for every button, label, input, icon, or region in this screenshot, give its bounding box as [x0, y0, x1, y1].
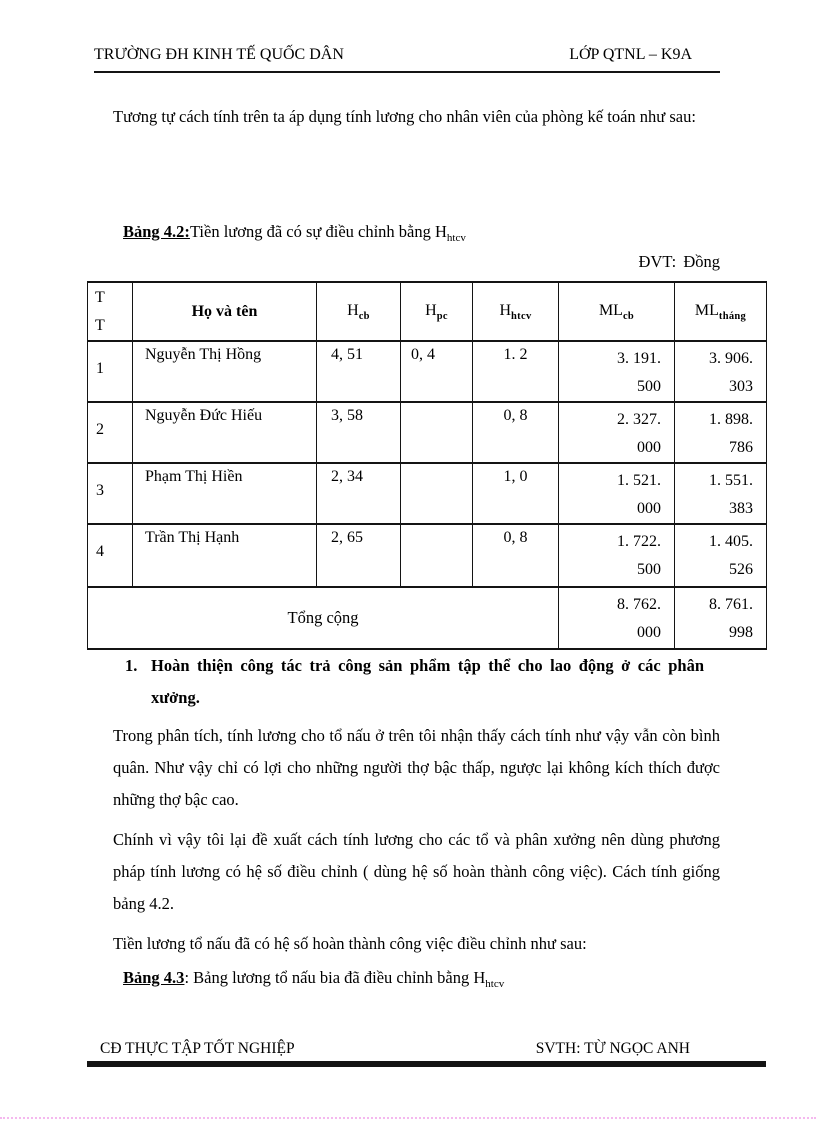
table-4-3-caption-subscript: htcv [485, 978, 505, 990]
salary-table-4-2 [87, 281, 767, 650]
table-4-3-caption [123, 968, 504, 990]
section-number: 1. [125, 656, 138, 675]
page-header [94, 46, 720, 73]
header-class-name: LỚP QTNL – K9A [569, 46, 692, 63]
table-row: 4 Trần Thị Hạnh 2, 65 0, 8 1. 722. 500 1. 405. 526 [88, 524, 767, 587]
footer-author: SVTH: TỪ NGỌC ANH [535, 1040, 690, 1057]
table-4-2-caption-text: Tiền lương đã có sự điều chỉnh bằng H [189, 222, 447, 241]
body-paragraph: Trong phân tích, tính lương cho tổ nấu ở trên tôi nhận thấy cách tính như vậy vẫn còn bình quân. Như vậy chỉ có lợi cho những người thợ bậc thấp, ngược lại không kích thích được những thợ bậc cao. [113, 726, 720, 809]
col-header-hcb: $H_{cb}$ [317, 282, 401, 341]
footer-divider [87, 1061, 766, 1067]
table-4-2-caption [123, 222, 466, 244]
total-label: Tổng cộng [88, 587, 559, 649]
table-row: 2 Nguyễn Đức Hiếu 3, 58 0, 8 2. 327. 000 1. 898. 786 [88, 402, 767, 463]
intro-paragraph: Tương tự cách tính trên ta áp dụng tính lương cho nhân viên của phòng kế toán như sau: [113, 107, 696, 126]
body-paragraph: Chính vì vậy tôi lại đề xuất cách tính lương cho các tổ và phân xưởng nên dùng phương pháp tính lương có hệ số điều chỉnh ( dùng hệ số hoàn thành công việc). Cách tính giống bảng 4.2. [113, 830, 720, 913]
table-row: 3 Phạm Thị Hiền 2, 34 1, 0 1. 521. 000 1. 551. 383 [88, 463, 767, 524]
section-heading-1 [125, 650, 705, 714]
table-4-3-caption-text: : Bảng lương tổ nấu bia đã điều chỉnh bằng H [184, 968, 486, 987]
section-title: Hoàn thiện công tác trả công sản phẩm tập thể cho lao động ở các phân xưởng. [151, 656, 704, 707]
unit-note: ĐVT: Đồng [638, 252, 720, 271]
col-header-mlcb: $ML_{cb}$ [559, 282, 675, 341]
header-school-name: TRƯỜNG ĐH KINH TẾ QUỐC DÂN [94, 46, 344, 63]
page-footer [87, 1040, 766, 1067]
page-bottom-dotted-rule [0, 1117, 816, 1119]
table-4-2-caption-subscript: htcv [446, 232, 466, 244]
table-row: 1 Nguyễn Thị Hồng 4, 51 0, 4 1. 2 3. 191. 500 3. 906. 303 [88, 341, 767, 402]
col-header-tt: T T [88, 282, 133, 341]
table-total-row [88, 587, 767, 649]
col-header-mlthang: $ML_{tháng}$ [675, 282, 767, 341]
table-4-3-caption-label: Bảng 4.3 [123, 968, 185, 987]
table-4-2-caption-label: Bảng 4.2: [123, 222, 190, 241]
total-mlcb: 8. 762. 000 [559, 587, 675, 649]
col-header-hhtcv: $H_{htcv}$ [473, 282, 559, 341]
footer-report-title: CĐ THỰC TẬP TỐT NGHIỆP [100, 1040, 295, 1057]
col-header-name: Họ và tên [133, 282, 317, 341]
body-paragraph: Tiền lương tổ nấu đã có hệ số hoàn thành công việc điều chỉnh như sau: [113, 934, 587, 953]
table-header-row [88, 282, 767, 341]
total-mlthang: 8. 761. 998 [675, 587, 767, 649]
col-header-hpc: $H_{pc}$ [401, 282, 473, 341]
